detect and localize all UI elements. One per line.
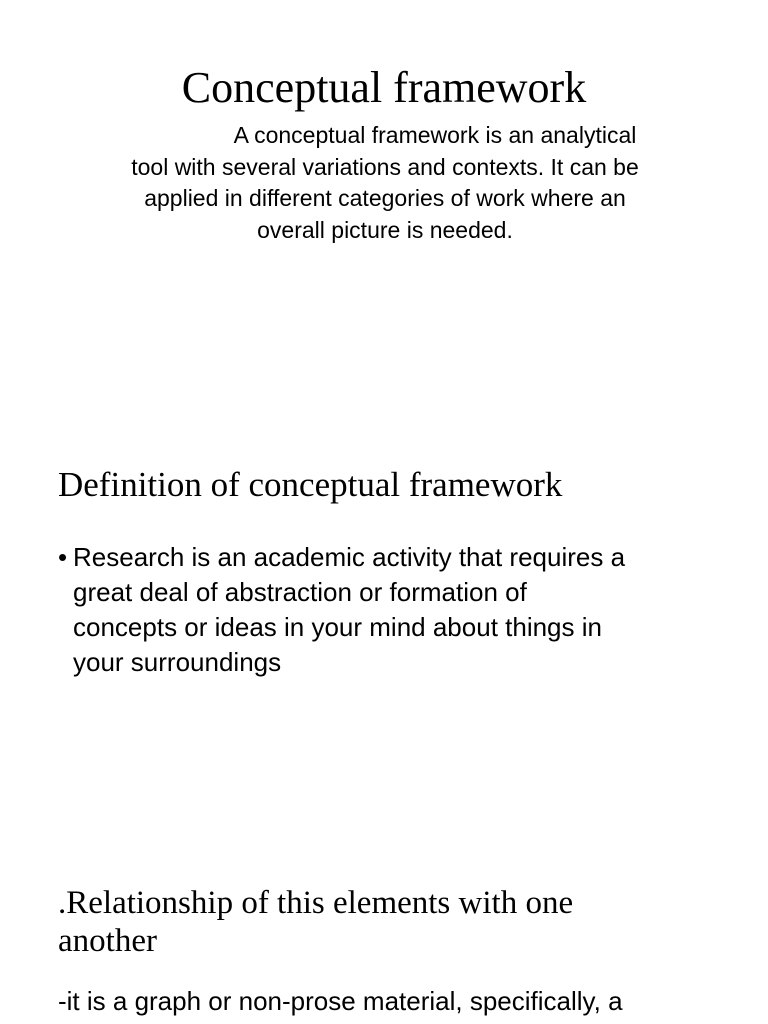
slide-1-title: Conceptual framework bbox=[181, 63, 587, 112]
slide-2-heading: Definition of conceptual framework bbox=[58, 465, 563, 504]
slide-2-bullet-line: concepts or ideas in your mind about things in bbox=[73, 612, 602, 642]
slide-3-heading bbox=[58, 884, 738, 960]
slide-1-body-line: tool with several variations and contexts. It can be bbox=[131, 153, 639, 180]
slide-2-bullet-line: Research is an academic activity that requires a bbox=[73, 542, 626, 572]
slide-3-body: -it is a graph or non-prose material, specifically, a bbox=[58, 986, 623, 1016]
slide-1-body-line: applied in different categories of work where an bbox=[144, 185, 626, 211]
bullet-icon: • bbox=[58, 542, 68, 572]
slide-1-body bbox=[90, 120, 680, 246]
slide-3-heading-line: another bbox=[58, 923, 157, 959]
slide-2-bullet-text bbox=[58, 540, 738, 680]
slide-2-bullet-line: great deal of abstraction or formation of bbox=[73, 577, 527, 607]
slide-2-bullet-item bbox=[58, 540, 738, 680]
slide-1-body-line: overall picture is needed. bbox=[257, 216, 513, 243]
slide-3-heading-line: .Relationship of this elements with one bbox=[58, 885, 574, 921]
slide-2-bullet-line: your surroundings bbox=[73, 647, 282, 677]
slide-1-body-line: A conceptual framework is an analytical bbox=[233, 122, 637, 148]
